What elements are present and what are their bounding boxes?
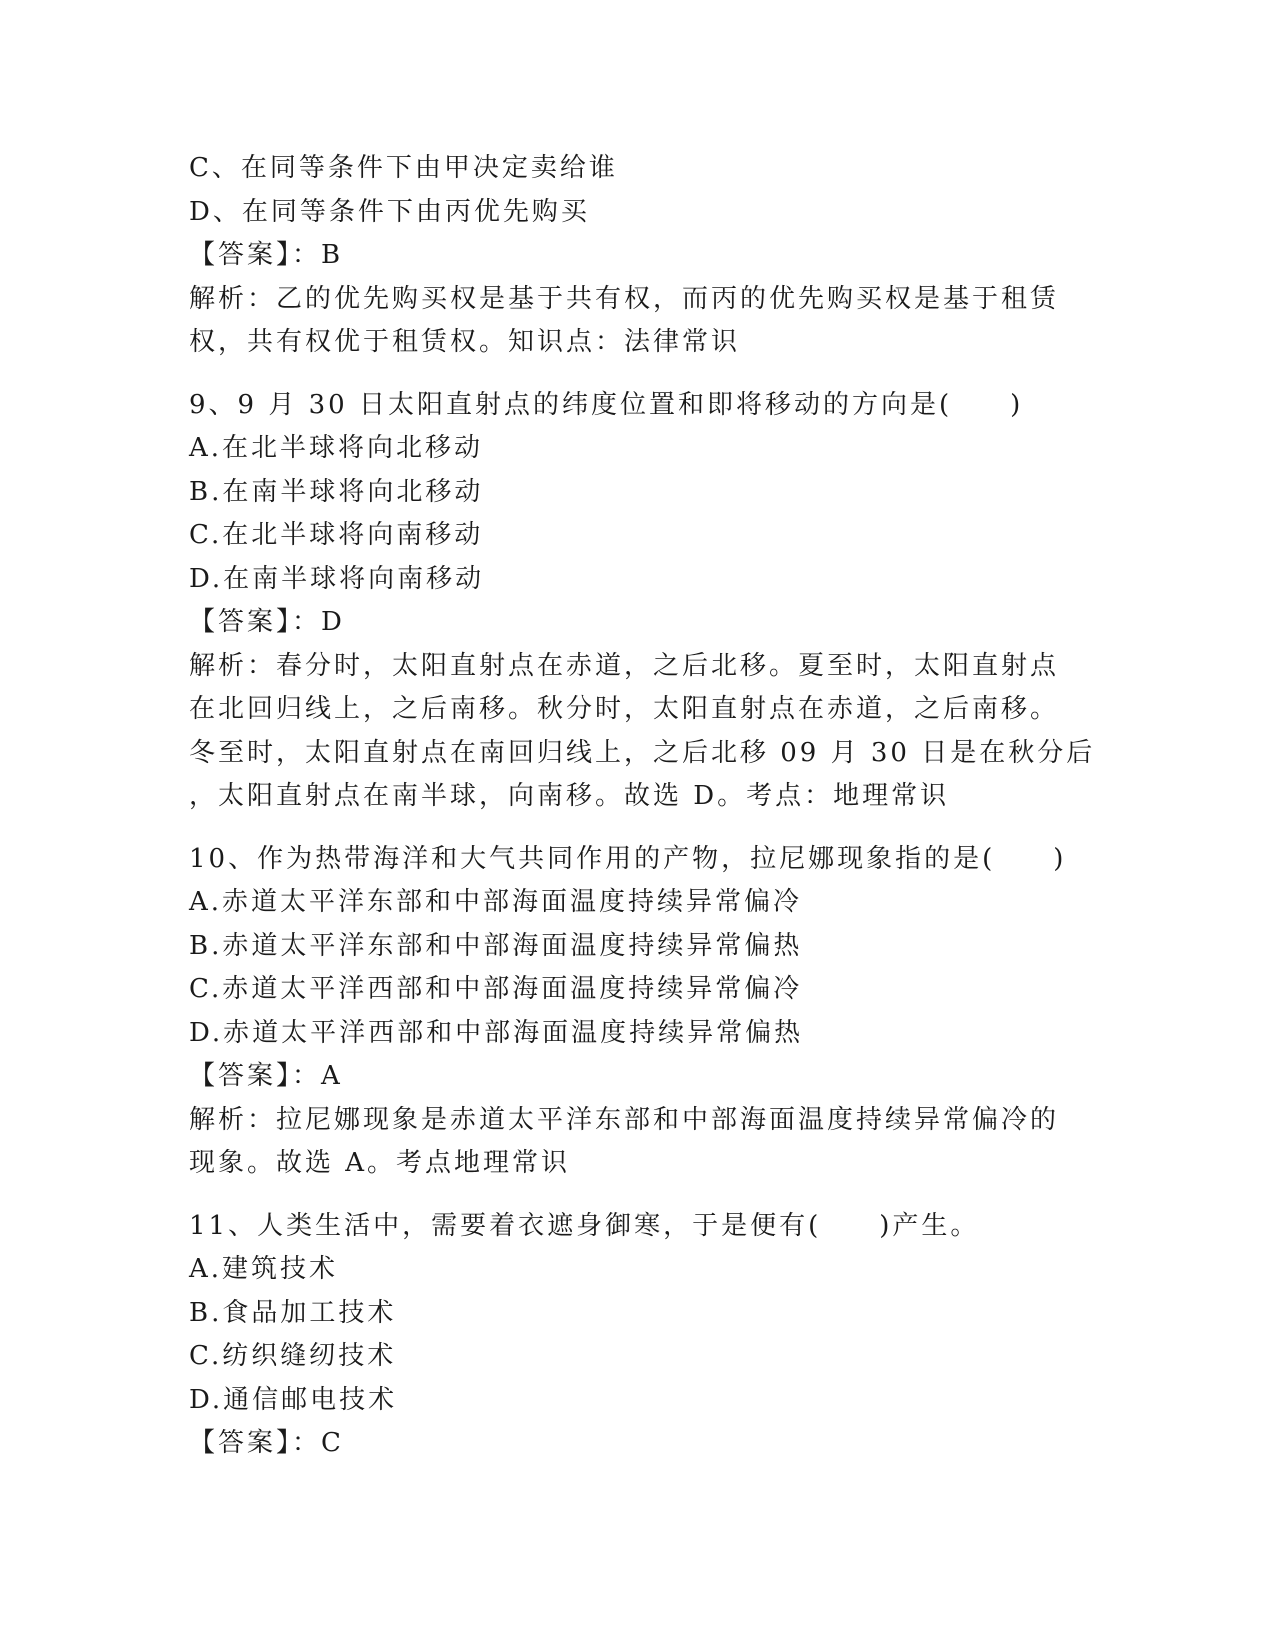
option-b: B.赤道太平洋东部和中部海面温度持续异常偏热 bbox=[189, 930, 803, 961]
question-9-block bbox=[189, 384, 1096, 819]
option-d: D.在南半球将向南移动 bbox=[189, 563, 485, 594]
analysis-line: ，太阳直射点在南半球，向南移。故选 D。考点：地理常识 bbox=[189, 781, 950, 811]
document-page bbox=[189, 147, 1096, 1466]
prev-question-block bbox=[189, 147, 1069, 365]
question-10-text: 10、作为热带海洋和大气共同作用的产物，拉尼娜现象指的是( ) bbox=[189, 843, 1067, 874]
option-b: B.食品加工技术 bbox=[189, 1297, 397, 1328]
option-c: C.纺织缝纫技术 bbox=[189, 1341, 397, 1371]
question-11-text: 11、人类生活中，需要着衣遮身御寒，于是便有( )产生。 bbox=[189, 1210, 980, 1241]
answer-line: 【答案】：D bbox=[189, 607, 345, 637]
question-9-text: 9、9 月 30 日太阳直射点的纬度位置和即将移动的方向是( ) bbox=[189, 389, 1024, 420]
option-c: C.在北半球将向南移动 bbox=[189, 520, 484, 550]
analysis-line: 解析：拉尼娜现象是赤道太平洋东部和中部海面温度持续异常偏冷的 bbox=[189, 1104, 1060, 1135]
option-c: C、在同等条件下由甲决定卖给谁 bbox=[189, 153, 618, 183]
analysis-line: 在北回归线上，之后南移。秋分时，太阳直射点在赤道，之后南移。 bbox=[189, 694, 1060, 724]
analysis-line: 冬至时，太阳直射点在南回归线上，之后北移 09 月 30 日是在秋分后 bbox=[189, 737, 1096, 768]
analysis-line: 解析：乙的优先购买权是基于共有权，而丙的优先购买权是基于租赁 bbox=[189, 283, 1060, 314]
answer-line: 【答案】：C bbox=[189, 1428, 344, 1458]
option-d: D.赤道太平洋西部和中部海面温度持续异常偏热 bbox=[189, 1017, 804, 1048]
option-a: A.赤道太平洋东部和中部海面温度持续异常偏冷 bbox=[189, 887, 803, 917]
question-11-block bbox=[189, 1205, 1069, 1466]
option-a: A.建筑技术 bbox=[189, 1254, 339, 1284]
answer-line: 【答案】：B bbox=[189, 240, 344, 270]
option-a: A.在北半球将向北移动 bbox=[189, 433, 484, 463]
option-c: C.赤道太平洋西部和中部海面温度持续异常偏冷 bbox=[189, 974, 803, 1004]
analysis-line: 现象。故选 A。考点地理常识 bbox=[189, 1148, 571, 1178]
option-b: B.在南半球将向北移动 bbox=[189, 476, 484, 507]
question-10-block bbox=[189, 838, 1069, 1186]
analysis-line: 解析：春分时，太阳直射点在赤道，之后北移。夏至时，太阳直射点 bbox=[189, 650, 1060, 681]
answer-line: 【答案】：A bbox=[189, 1061, 343, 1091]
option-d: D.通信邮电技术 bbox=[189, 1384, 398, 1415]
analysis-line: 权，共有权优于租赁权。知识点：法律常识 bbox=[189, 327, 741, 357]
option-d: D、在同等条件下由丙优先购买 bbox=[189, 196, 590, 227]
